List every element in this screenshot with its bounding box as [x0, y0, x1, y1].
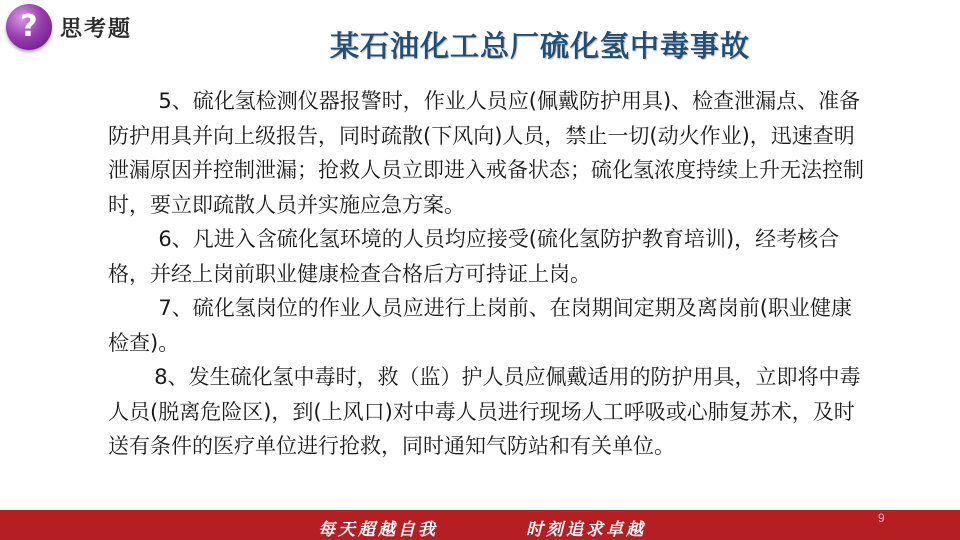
section-label: 思考题 [60, 17, 133, 42]
slide-title: 某石油化工总厂硫化氢中毒事故 [330, 29, 751, 63]
question-badge [6, 4, 52, 50]
paragraph-7: 7、硫化氢岗位的作业人员应进行上岗前、在岗期间定期及离岗前(职业健康检查)。 [108, 296, 852, 355]
slide-body [108, 84, 868, 464]
paragraph-5: 5、硫化氢检测仪器报警时，作业人员应(佩戴防护用具)、检查泄漏点、准备防护用具并向上级报告，同时疏散(下风向)人员，禁止一切(动火作业)，迅速查明泄漏原因并控制泄漏；抢救人员立即进入戒备状态；硫化氢浓度持续上升无法控制时，要立即疏散人员并实施应急方案。 [108, 89, 864, 217]
footer-slogan-left: 每天超越自我 [318, 520, 438, 540]
page-number: 9 [878, 511, 885, 525]
footer-bar [0, 510, 960, 540]
paragraph-8: 8、发生硫化氢中毒时，救（监）护人员应佩戴适用的防护用具，立即将中毒人员(脱离危险区)，到(上风口)对中毒人员进行现场人工呼吸或心肺复苏术，及时送有条件的医疗单位进行抢救，同时通知气防站和有关单位。 [108, 365, 861, 458]
paragraph-6: 6、凡进入含硫化氢环境的人员均应接受(硫化氢防护教育培训)，经考核合格，并经上岗前职业健康检查合格后方可持证上岗。 [108, 227, 840, 286]
question-mark-icon: ? [20, 9, 38, 44]
footer-slogan-right: 时刻追求卓越 [526, 520, 646, 540]
